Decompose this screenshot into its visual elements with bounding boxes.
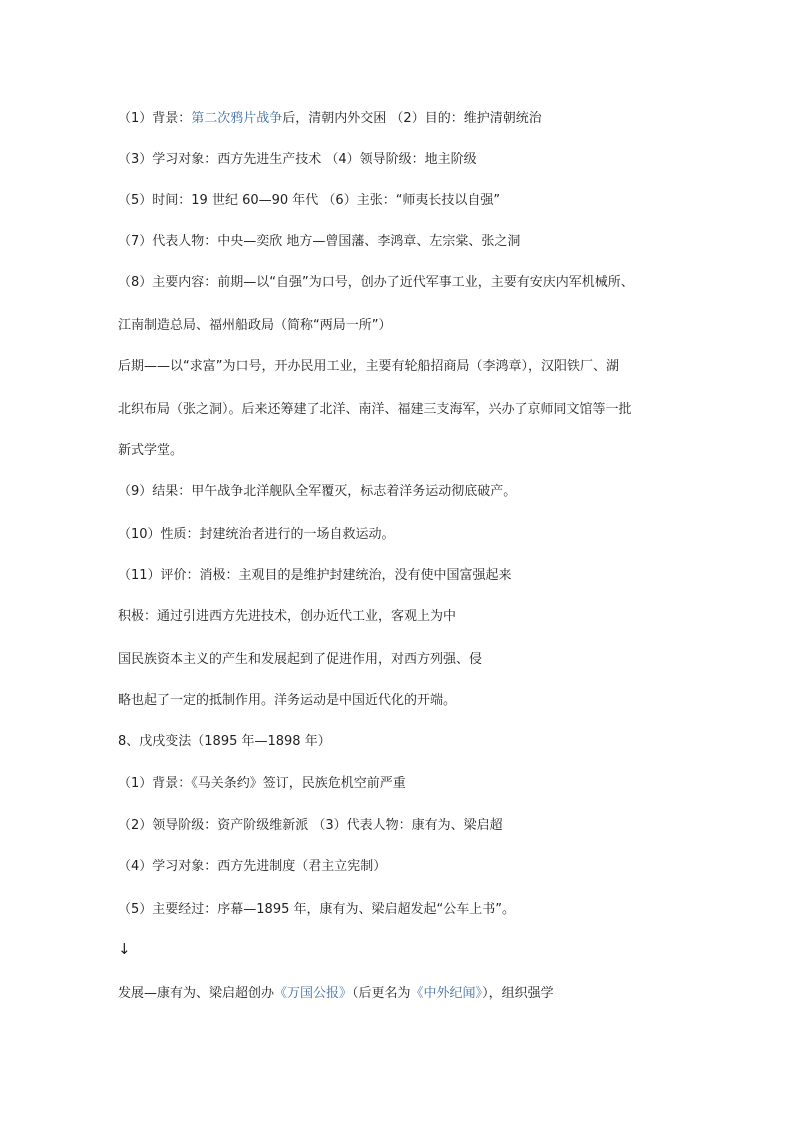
hyperlink-second-opium-war[interactable]: 第二次鸦片战争 — [191, 111, 283, 126]
section-heading: 8、戊戌变法（1895 年—1898 年） — [118, 734, 331, 749]
text-line: （5）主要经过：序幕—1895 年，康有为、梁启超发起“公车上书”。 — [118, 902, 515, 917]
text-line: 略也起了一定的抵制作用。洋务运动是中国近代化的开端。 — [118, 693, 457, 708]
text-segment: ），组织强学 — [482, 986, 554, 1001]
text-line: 北织布局（张之洞）。后来还筹建了北洋、南洋、福建三支海军，兴办了京师同文馆等一批 — [118, 402, 632, 417]
text-segment: 后，清朝内外交困 （2）目的：维护清朝统治 — [282, 111, 542, 126]
text-line: （11）评价：消极：主观目的是维护封建统治，没有使中国富强起来 — [118, 568, 512, 583]
text-line: （2）领导阶级：资产阶级维新派 （3）代表人物：康有为、梁启超 — [118, 818, 503, 833]
text-line: （9）结果：甲午战争北洋舰队全军覆灭，标志着洋务运动彻底破产。 — [118, 484, 517, 499]
text-line: 后期——以“求富”为口号，开办民用工业，主要有轮船招商局（李鸿章），汉阳铁厂、湖 — [118, 359, 619, 374]
hyperlink-zhongwai-jiwen[interactable]: 《中外纪闻》 — [410, 986, 483, 1001]
text-segment: 发展—康有为、梁启超创办 — [118, 986, 275, 1001]
text-line: 国民族资本主义的产生和发展起到了促进作用，对西方列强、侵 — [118, 652, 483, 667]
text-line — [118, 985, 554, 1003]
hyperlink-wanguo-gongbao[interactable]: 《万国公报》 — [274, 986, 353, 1001]
text-line: （5）时间：19 世纪 60—90 年代 （6）主张：“师夷长技以自强” — [118, 193, 501, 208]
text-line: 江南制造总局、福州船政局（简称“两局一所”） — [118, 318, 392, 333]
down-arrow-icon: ↓ — [118, 940, 131, 958]
text-segment: （1）背景： — [118, 111, 192, 126]
text-line: （1）背景：《马关条约》签订，民族危机空前严重 — [118, 776, 406, 791]
text-line: （7）代表人物：中央—奕欣 地方—曾国藩、李鸿章、左宗棠、张之洞 — [118, 234, 521, 249]
text-line: 积极：通过引进西方先进技术，创办近代工业，客观上为中 — [118, 609, 457, 624]
text-line: （8）主要内容：前期—以“自强”为口号，创办了近代军事工业，主要有安庆内军机械所、 — [118, 275, 634, 290]
text-line: （3）学习对象：西方先进生产技术 （4）领导阶级：地主阶级 — [118, 152, 477, 167]
text-line — [118, 110, 542, 128]
text-line: 新式学堂。 — [118, 443, 184, 458]
text-segment: （后更名为 — [352, 986, 411, 1001]
text-line: （4）学习对象：西方先进制度（君主立宪制） — [118, 859, 387, 874]
text-line: （10）性质：封建统治者进行的一场自救运动。 — [118, 527, 395, 542]
